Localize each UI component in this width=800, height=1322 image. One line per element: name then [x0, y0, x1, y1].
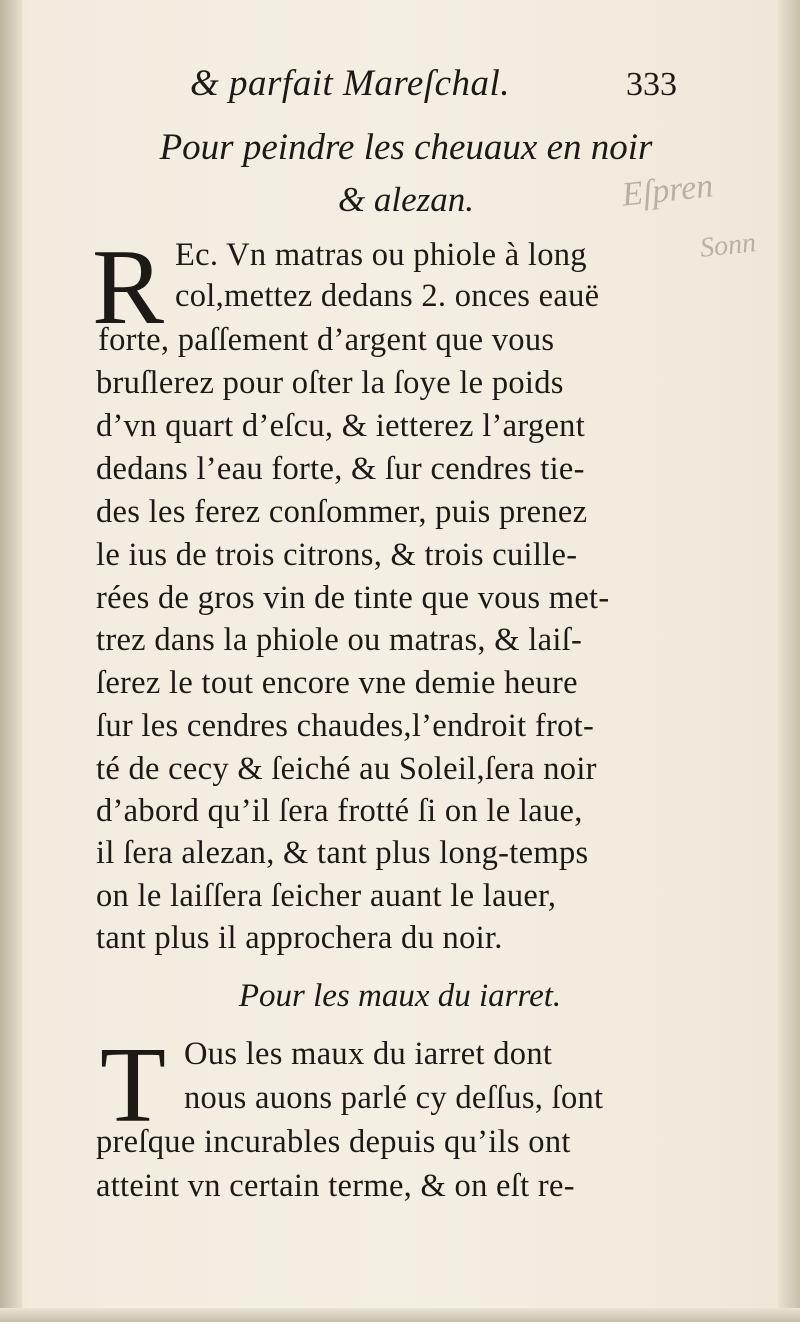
- text-line: tant plus il approchera du noir.: [96, 920, 503, 956]
- text-line: preſque incurables depuis qu’ils ont: [96, 1124, 571, 1160]
- running-head: [190, 62, 690, 122]
- text-line: des les ferez conſommer, puis prenez: [96, 494, 588, 530]
- text-line: atteint vn certain terme, & on eſt re-: [96, 1168, 575, 1204]
- text-line: nous auons parlé cy deſſus, ſont: [184, 1080, 604, 1116]
- text-line: rées de gros vin de tinte que vous met-: [96, 580, 610, 616]
- section-heading-continued: & alezan.: [337, 180, 475, 219]
- page-bottom-edge: [0, 1308, 800, 1322]
- text-line: Ec. Vn matras ou phiole à long: [175, 237, 587, 273]
- text-line: ſur les cendres chaudes,l’endroit frot-: [96, 708, 595, 744]
- text-line: col,mettez dedans 2. onces eauë: [175, 278, 600, 314]
- text-line: té de cecy & ſeiché au Soleil,ſera noir: [96, 751, 597, 787]
- text-line: dedans l’eau forte, & ſur cendres tie-: [96, 451, 585, 487]
- drop-cap: R: [92, 228, 165, 347]
- drop-cap: T: [100, 1026, 166, 1145]
- section-heading: Pour les maux du iarret.: [238, 978, 562, 1014]
- running-head-title: & parfait Mareſchal.: [190, 63, 511, 104]
- text-line: d’abord qu’il ſera frotté ſi on le laue,: [96, 793, 583, 829]
- section-heading: Pour peindre les cheuaux en noir: [159, 127, 653, 168]
- text-line: d’vn quart d’eſcu, & ietterez l’argent: [96, 408, 586, 444]
- text-line: on le laiſſera ſeicher auant le lauer,: [96, 878, 557, 914]
- text-line: Ous les maux du iarret dont: [184, 1036, 553, 1072]
- text-line: trez dans la phiole ou matras, & laiſ-: [96, 622, 583, 658]
- text-line: le ius de trois citrons, & trois cuille-: [96, 537, 578, 573]
- margin-note-handwritten: Sonn: [698, 227, 758, 264]
- text-line: ſerez le tout encore vne demie heure: [96, 665, 578, 701]
- text-line: il ſera alezan, & tant plus long-temps: [96, 835, 589, 871]
- text-line: forte, paſſement d’argent que vous: [98, 322, 555, 358]
- page-number: 333: [626, 66, 677, 103]
- text-line: bruſlerez pour oſter la ſoye le poids: [96, 365, 564, 401]
- margin-note-handwritten: Eſpren: [620, 167, 715, 214]
